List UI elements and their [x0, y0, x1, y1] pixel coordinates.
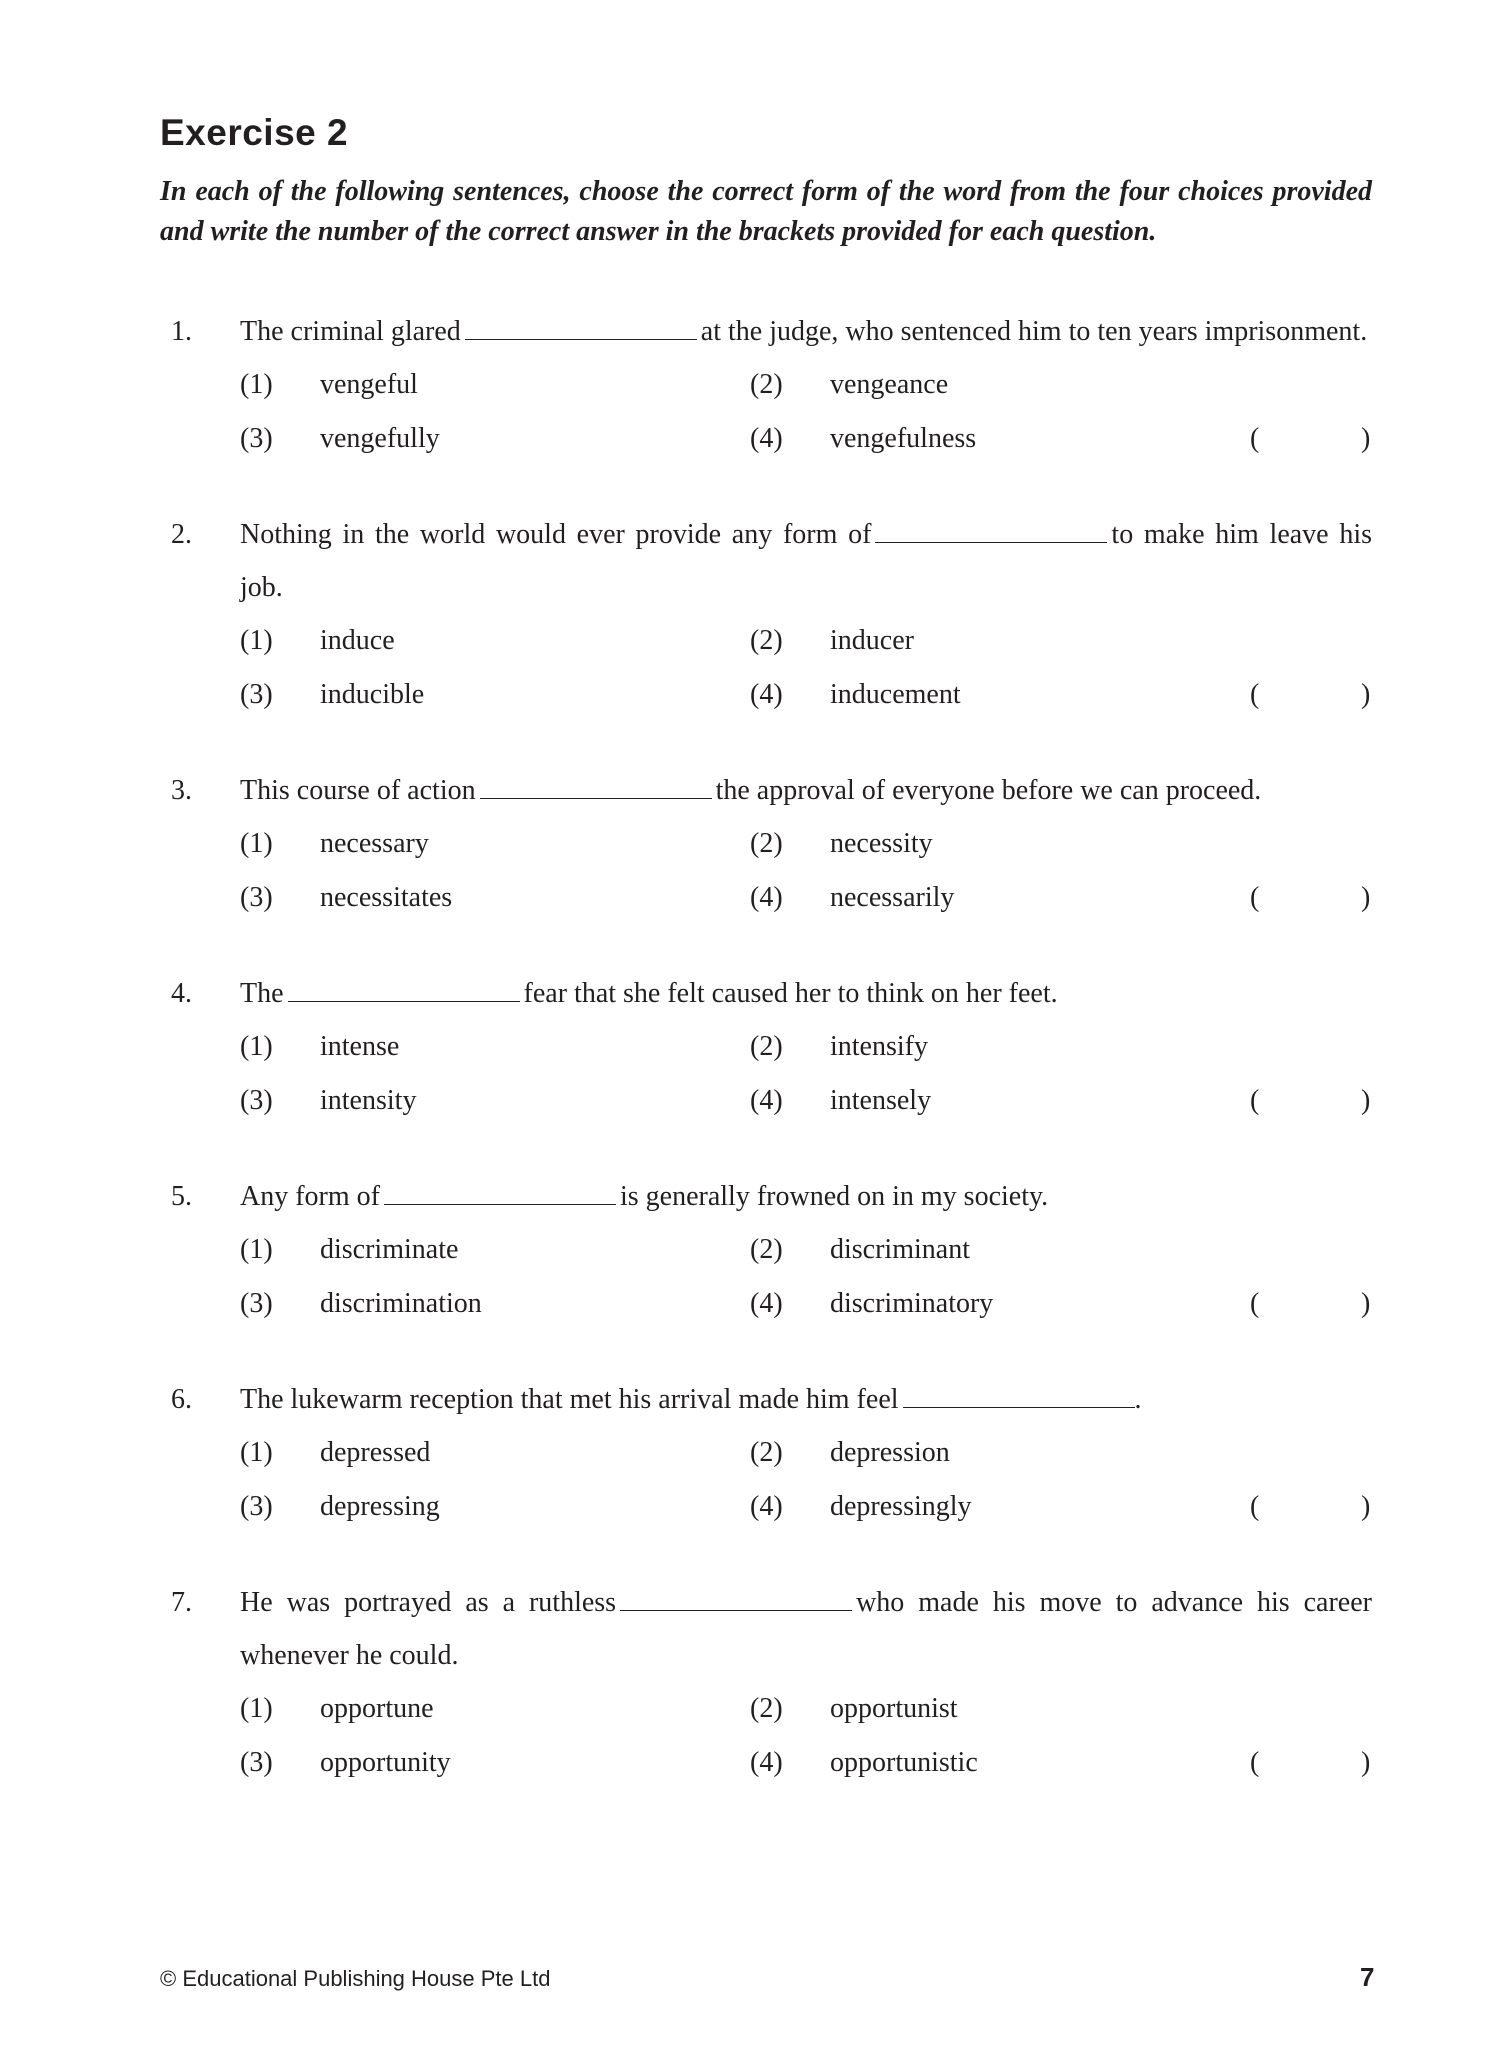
option-number: (1)	[240, 1234, 273, 1265]
option-number: (1)	[240, 369, 273, 400]
answer-bracket-open: (	[1250, 1491, 1260, 1522]
option-row	[240, 412, 1372, 466]
option-row	[240, 1736, 1372, 1790]
option-row	[240, 1020, 1372, 1074]
option-number: (2)	[750, 625, 783, 656]
answer-bracket-close: )	[1361, 1491, 1371, 1522]
answer-bracket-open: (	[1250, 1288, 1260, 1319]
option-row	[240, 1682, 1372, 1736]
copyright-notice: © Educational Publishing House Pte Ltd	[160, 1966, 551, 1991]
stem-text-before: The lukewarm reception that met his arrival made him feel	[240, 1384, 899, 1415]
option-number: (2)	[750, 1437, 783, 1468]
question-stem	[240, 1170, 1372, 1223]
question-stem	[240, 1373, 1372, 1426]
question-stem	[240, 508, 1372, 614]
option-number: (1)	[240, 625, 273, 656]
option-word: induce	[320, 625, 395, 656]
option-word: discriminatory	[830, 1288, 994, 1319]
option-word: depressing	[320, 1491, 440, 1522]
question-number: 5.	[171, 1181, 192, 1212]
stem-text-before: This course of action	[240, 775, 476, 806]
option-list	[240, 614, 1372, 722]
question-stem	[240, 305, 1372, 358]
option-number: (1)	[240, 1437, 273, 1468]
option-word: vengefulness	[830, 423, 977, 454]
answer-bracket-open: (	[1250, 1747, 1260, 1778]
option-row	[240, 1074, 1372, 1128]
question-stem	[240, 967, 1372, 1020]
stem-text-before: Nothing in the world would ever provide any form of	[240, 519, 872, 550]
option-word: vengefully	[320, 423, 440, 454]
option-word: opportunist	[830, 1693, 958, 1724]
question-stem	[240, 1576, 1372, 1682]
option-number: (3)	[240, 882, 273, 913]
question-number: 3.	[171, 775, 192, 806]
option-word: intensify	[830, 1031, 928, 1062]
instructions: In each of the following sentences, choose the correct form of the word from the four choices provided and write the number of the correct answer in the brackets provided for each question.	[160, 176, 1372, 247]
option-word: intense	[320, 1031, 400, 1062]
option-number: (4)	[750, 423, 783, 454]
option-number: (2)	[750, 1234, 783, 1265]
stem-text-before: He was portrayed as a ruthless	[240, 1587, 617, 1618]
option-number: (4)	[750, 882, 783, 913]
stem-text-after: the approval of everyone before we can proceed.	[715, 775, 1262, 806]
option-word: intensity	[320, 1085, 417, 1116]
option-word: depressed	[320, 1437, 431, 1468]
option-list	[240, 1020, 1372, 1128]
stem-text-after: at the judge, who sentenced him to ten years imprisonment.	[700, 316, 1368, 347]
option-word: depression	[830, 1437, 950, 1468]
option-number: (2)	[750, 1031, 783, 1062]
option-list	[240, 1426, 1372, 1534]
option-word: necessity	[830, 828, 933, 859]
option-number: (1)	[240, 1031, 273, 1062]
stem-text-after: is generally frowned on in my society.	[619, 1181, 1049, 1212]
stem-text-after: who made his move to advance his career whenever he could.	[240, 1587, 1372, 1671]
answer-bracket-close: )	[1361, 423, 1371, 454]
question-number: 6.	[171, 1384, 192, 1415]
stem-text-before: The	[240, 978, 284, 1009]
question-6	[160, 1373, 1372, 1534]
answer-blank	[465, 317, 697, 340]
question-2	[160, 508, 1372, 722]
option-row	[240, 358, 1372, 412]
option-number: (1)	[240, 1693, 273, 1724]
option-number: (2)	[750, 369, 783, 400]
option-list	[240, 1682, 1372, 1790]
exercise-title: Exercise 2	[160, 112, 349, 153]
answer-bracket-open: (	[1250, 423, 1260, 454]
option-word: intensely	[830, 1085, 932, 1116]
option-number: (3)	[240, 1747, 273, 1778]
option-row	[240, 1277, 1372, 1331]
question-number: 4.	[171, 978, 192, 1009]
question-number: 2.	[171, 519, 192, 550]
question-number: 7.	[171, 1587, 192, 1618]
option-number: (1)	[240, 828, 273, 859]
option-number: (4)	[750, 1491, 783, 1522]
option-row	[240, 1426, 1372, 1480]
option-row	[240, 871, 1372, 925]
option-word: inducible	[320, 679, 425, 710]
option-number: (4)	[750, 1288, 783, 1319]
stem-text-after: to make him leave his job.	[240, 519, 1372, 603]
option-row	[240, 817, 1372, 871]
question-7	[160, 1576, 1372, 1790]
answer-blank	[288, 979, 520, 1002]
option-word: discriminate	[320, 1234, 459, 1265]
option-number: (3)	[240, 423, 273, 454]
option-number: (4)	[750, 1085, 783, 1116]
answer-blank	[384, 1182, 616, 1205]
page-number: 7	[1360, 1962, 1375, 1992]
option-word: inducement	[830, 679, 961, 710]
answer-bracket-close: )	[1361, 679, 1371, 710]
answer-blank	[903, 1385, 1135, 1408]
answer-blank	[620, 1588, 852, 1611]
option-list	[240, 1223, 1372, 1331]
stem-text-before: Any form of	[240, 1181, 380, 1212]
question-3	[160, 764, 1372, 925]
answer-bracket-close: )	[1361, 1085, 1371, 1116]
option-number: (2)	[750, 1693, 783, 1724]
question-1	[160, 305, 1372, 466]
stem-text-after: fear that she felt caused her to think on her feet.	[523, 978, 1058, 1009]
option-word: necessitates	[320, 882, 453, 913]
option-word: vengeful	[320, 369, 418, 400]
option-number: (4)	[750, 1747, 783, 1778]
option-word: inducer	[830, 625, 914, 656]
option-word: opportunistic	[830, 1747, 978, 1778]
answer-bracket-close: )	[1361, 1288, 1371, 1319]
stem-text-after: .	[1134, 1384, 1142, 1415]
question-5	[160, 1170, 1372, 1331]
answer-bracket-open: (	[1250, 679, 1260, 710]
question-list	[160, 305, 1372, 1790]
option-number: (4)	[750, 679, 783, 710]
question-stem	[240, 764, 1372, 817]
question-4	[160, 967, 1372, 1128]
question-number: 1.	[171, 316, 192, 347]
answer-blank	[480, 776, 712, 799]
answer-bracket-open: (	[1250, 882, 1260, 913]
option-word: opportune	[320, 1693, 434, 1724]
stem-text-before: The criminal glared	[240, 316, 461, 347]
option-number: (3)	[240, 679, 273, 710]
option-list	[240, 817, 1372, 925]
option-word: vengeance	[830, 369, 949, 400]
option-row	[240, 614, 1372, 668]
option-word: discrimination	[320, 1288, 482, 1319]
option-word: necessary	[320, 828, 429, 859]
answer-bracket-close: )	[1361, 1747, 1371, 1778]
option-word: discriminant	[830, 1234, 970, 1265]
option-row	[240, 1480, 1372, 1534]
option-row	[240, 668, 1372, 722]
option-word: opportunity	[320, 1747, 451, 1778]
option-number: (3)	[240, 1288, 273, 1319]
option-word: necessarily	[830, 882, 955, 913]
option-list	[240, 358, 1372, 466]
option-number: (3)	[240, 1491, 273, 1522]
option-number: (2)	[750, 828, 783, 859]
option-row	[240, 1223, 1372, 1277]
answer-bracket-close: )	[1361, 882, 1371, 913]
answer-bracket-open: (	[1250, 1085, 1260, 1116]
option-word: depressingly	[830, 1491, 972, 1522]
option-number: (3)	[240, 1085, 273, 1116]
answer-blank	[875, 520, 1107, 543]
